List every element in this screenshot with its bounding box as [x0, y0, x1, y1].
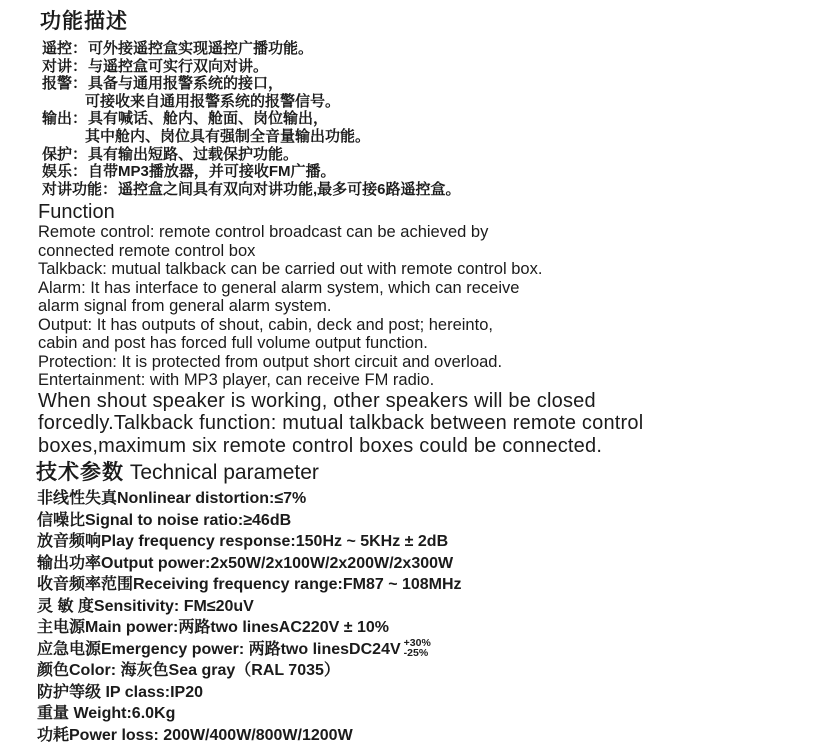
emphasis-text-line: forcedly.Talkback function: mutual talkback between remote control [38, 412, 644, 435]
tech-line-nonlinear-distortion: 非线性失真Nonlinear distortion:≤7% [37, 490, 307, 508]
function-paragraph-en [38, 223, 830, 390]
function-text-line: Entertainment: with MP3 player, can receive FM radio. [38, 371, 435, 390]
function-heading-en: Function [38, 201, 115, 224]
feature-label: 报警： [42, 75, 88, 93]
tech-line-color: 颜色Color: 海灰色Sea gray（RAL 7035） [37, 662, 340, 680]
function-text-line: alarm signal from general alarm system. [38, 297, 332, 316]
emphasis-text-line: When shout speaker is working, other speakers will be closed [38, 389, 596, 412]
feature-label: 对讲功能： [42, 180, 118, 198]
emergency-power-tolerance [404, 639, 431, 658]
feature-text: 与遥控盒可实行双向对讲。 [88, 57, 269, 75]
tech-line-sensitivity: 灵 敏 度Sensitivity: FM≤20uV [37, 597, 254, 615]
feature-text: 其中舱内、岗位具有强制全音量输出功能。 [85, 127, 371, 145]
feature-line [42, 110, 830, 128]
feature-line [42, 163, 830, 181]
feature-line [42, 75, 830, 93]
emergency-power-text: 应急电源Emergency power: 两路two linesDC24V [37, 640, 401, 658]
feature-line [42, 58, 830, 76]
technical-parameter-list [37, 488, 830, 746]
emphasis-text-line: boxes,maximum six remote control boxes could be connected. [38, 434, 603, 457]
technical-heading-en: Technical parameter [124, 461, 319, 485]
feature-label: 保护： [42, 145, 88, 163]
function-text-line: connected remote control box [38, 241, 256, 260]
feature-text: 具有输出短路、过载保护功能。 [88, 145, 299, 163]
feature-line [42, 40, 830, 58]
feature-text: 可外接遥控盒实现遥控广播功能。 [88, 40, 314, 57]
tolerance-plus: +30% [403, 637, 431, 650]
feature-label: 娱乐： [42, 163, 88, 181]
emphasis-paragraph [38, 390, 830, 458]
function-text-line: cabin and post has forced full volume output function. [38, 334, 428, 353]
feature-text: 具有喊话、舱内、舱面、岗位输出， [88, 110, 329, 128]
function-text-line: Output: It has outputs of shout, cabin, deck and post; hereinto, [38, 315, 493, 334]
tech-line-signal-noise-ratio: 信噪比Signal to noise ratio:≥46dB [37, 511, 292, 529]
feature-list-cn [42, 40, 830, 198]
tech-line-weight: 重量 Weight:6.0Kg [37, 705, 176, 723]
tech-line-output-power: 输出功率Output power:2x50W/2x100W/2x200W/2x300W [37, 554, 454, 572]
feature-text: 可接收来自通用报警系统的报警信号。 [85, 92, 341, 110]
function-text-line: Alarm: It has interface to general alarm system, which can receive [38, 278, 520, 297]
feature-text: 自带MP3播放器，并可接收FM广播。 [88, 163, 336, 181]
technical-heading-cn: 技术参数 [36, 461, 124, 485]
tech-line-receiving-frequency-range: 收音频率范围Receiving frequency range:FM87 ~ 108MHz [37, 576, 462, 594]
function-text-line: Talkback: mutual talkback can be carried out with remote control box. [38, 260, 543, 279]
tech-line-power-loss: 功耗Power loss: 200W/400W/800W/1200W [37, 726, 353, 744]
tech-line-main-power: 主电源Main power:两路two linesAC220V ± 10% [37, 619, 389, 637]
tolerance-minus: -25% [403, 646, 429, 659]
technical-parameter-heading [36, 461, 830, 485]
tech-line-play-frequency-response: 放音频响Play frequency response:150Hz ~ 5KHz ± 2dB [37, 533, 449, 551]
feature-label: 输出： [42, 110, 88, 128]
function-description-heading-cn: 功能描述 [40, 10, 128, 33]
tech-line-ip-class: 防护等级 IP class:IP20 [37, 683, 204, 701]
function-text-line: Remote control: remote control broadcast can be achieved by [38, 223, 489, 242]
tech-line-emergency-power [37, 639, 830, 661]
function-text-line: Protection: It is protected from output short circuit and overload. [38, 352, 503, 371]
feature-label: 遥控： [42, 40, 88, 57]
feature-line [42, 146, 830, 164]
feature-text: 遥控盒之间具有双向对讲功能,最多可接6路遥控盒。 [118, 180, 461, 198]
feature-line [42, 181, 830, 199]
feature-label: 对讲： [42, 57, 88, 75]
feature-line-continuation [42, 93, 830, 111]
feature-text: 具备与通用报警系统的接口， [88, 75, 284, 93]
feature-line-continuation [42, 128, 830, 146]
